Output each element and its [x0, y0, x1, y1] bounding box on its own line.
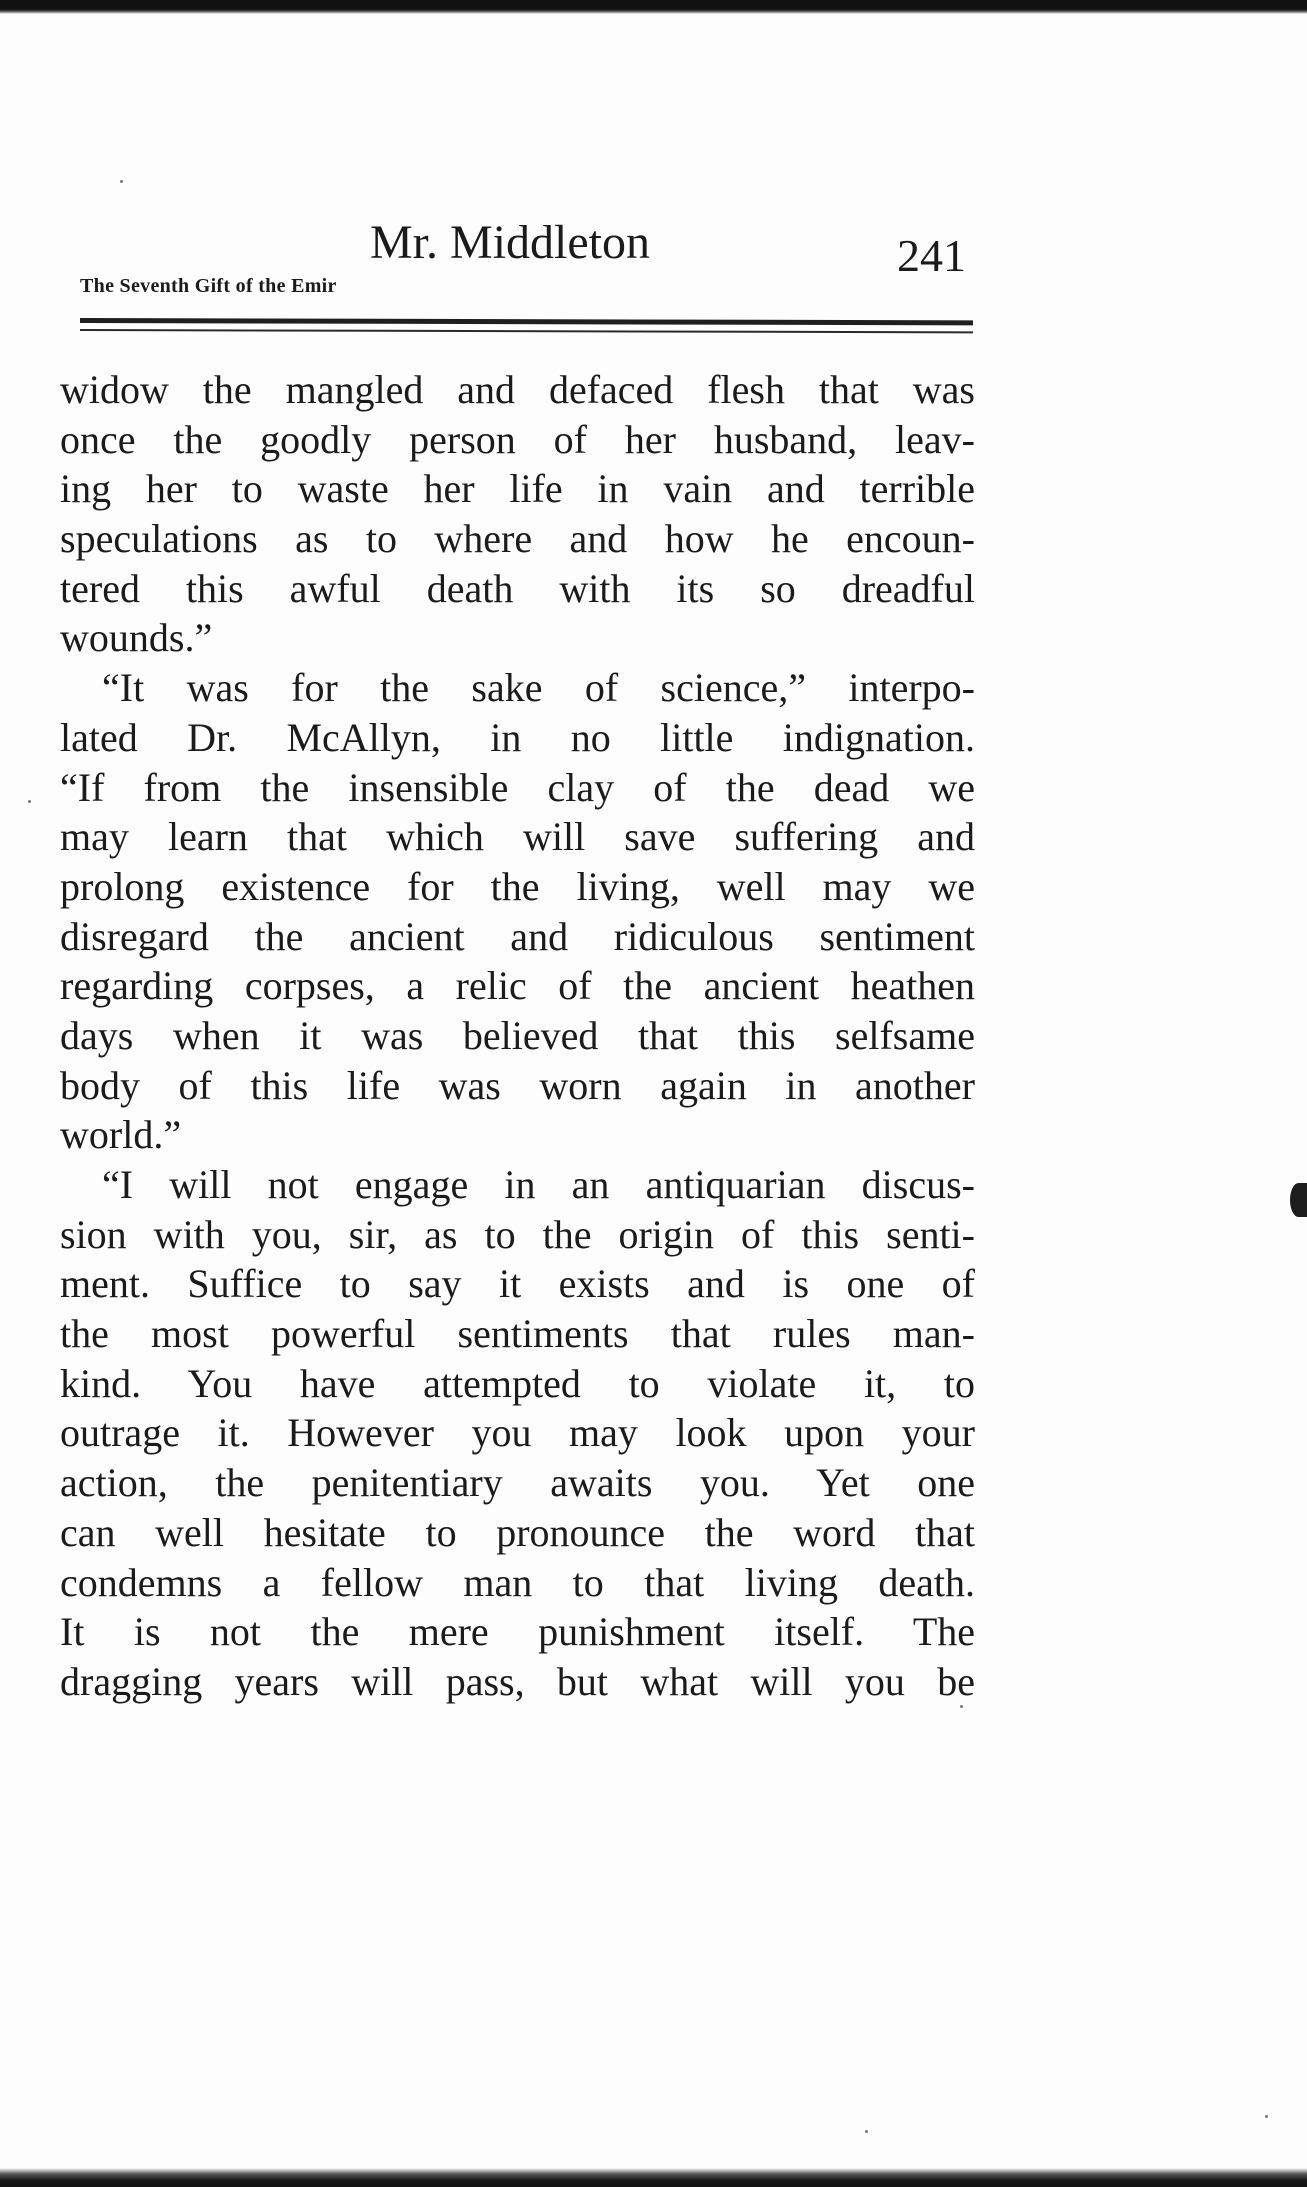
header-rule-thin [80, 329, 973, 333]
text-line: regarding corpses, a relic of the ancient heathen [60, 963, 975, 1009]
text-line: wounds.” [60, 615, 213, 661]
text-line: “It was for the sake of science,” interpo- [102, 665, 975, 711]
text-line: the most powerful sentiments that rules man- [60, 1311, 975, 1357]
text-line: “I will not engage in an antiquarian discus- [102, 1162, 975, 1207]
text-line: may learn that which will save suffering and [60, 814, 975, 860]
text-line: days when it was believed that this selfsame [60, 1012, 975, 1058]
header-rule-thick [80, 318, 973, 325]
book-title: The Seventh Gift of the Emir [80, 275, 337, 297]
text-line: body of this life was worn again in another [60, 1062, 975, 1108]
dust-speck [1265, 2115, 1268, 2118]
text-line: can well hesitate to pronounce the word that [60, 1509, 975, 1555]
text-line: dragging years will pass, but what will you be [60, 1658, 975, 1704]
running-head [80, 215, 975, 305]
dust-speck [960, 1705, 963, 1708]
text-line: sion with you, sir, as to the origin of this senti- [60, 1211, 975, 1257]
text-line: disregard the ancient and ridiculous sentiment [60, 913, 975, 959]
dust-speck [28, 800, 31, 803]
text-line: once the goodly person of her husband, leav- [60, 416, 975, 462]
scan-top-edge [0, 0, 1307, 14]
text-line: ment. Suffice to say it exists and is one of [60, 1261, 975, 1307]
body-text [60, 365, 975, 1707]
text-line: prolong existence for the living, well may we [60, 863, 975, 909]
text-line: action, the penitentiary awaits you. Yet one [60, 1460, 975, 1506]
page-number: 241 [897, 230, 966, 281]
text-line: condemns a fellow man to that living death. [60, 1559, 975, 1605]
text-line: lated Dr. McAllyn, in no little indignation. [60, 714, 975, 760]
text-line: widow the mangled and defaced flesh that was [60, 367, 975, 412]
text-line: ing her to waste her life in vain and terrible [60, 466, 975, 512]
ink-blot [1290, 1183, 1307, 1217]
text-line: speculations as to where and how he encoun- [60, 516, 975, 562]
text-line: outrage it. However you may look upon your [60, 1410, 975, 1456]
text-line: tered this awful death with its so dreadful [60, 565, 975, 611]
text-line: kind. You have attempted to violate it, to [60, 1360, 975, 1406]
text-line: world.” [60, 1112, 182, 1158]
scan-bottom-edge [0, 2168, 1307, 2187]
dust-speck [120, 180, 123, 183]
chapter-title: Mr. Middleton [370, 216, 651, 269]
text-line: It is not the mere punishment itself. The [60, 1609, 975, 1655]
text-line: “If from the insensible clay of the dead we [60, 764, 975, 810]
dust-speck [865, 2130, 868, 2133]
